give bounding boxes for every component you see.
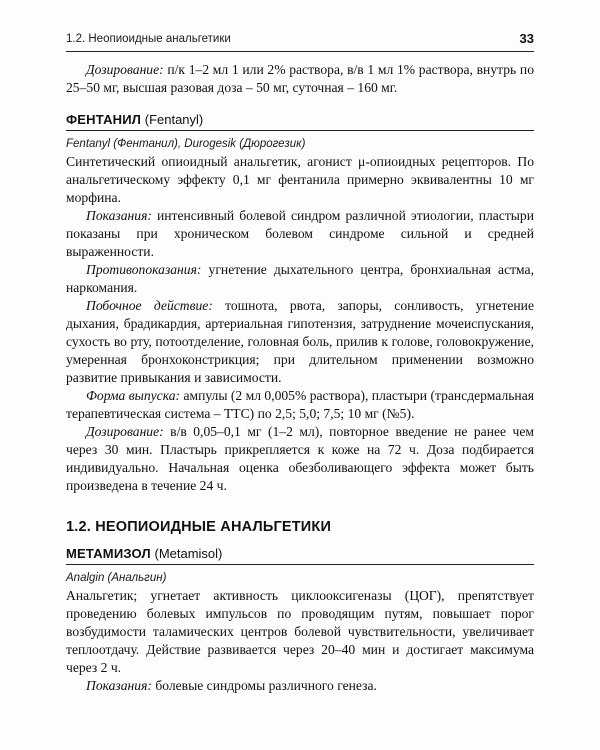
release-form-label: Форма выпуска: — [86, 388, 181, 403]
side-effects-text: тошнота, рвота, запоры, сонливость, угнетение дыхания, брадикардия, артериальная гипотензия, затруднение мочеиспускания, сухость во рту, потоотделение, головная боль, прилив к голове, головокружение, умеренная бронхоконстрикция; при длительном применении возможно развитие привыкания и зависимости. — [66, 298, 534, 385]
indications-label: Показания: — [86, 678, 152, 693]
dosage-paragraph — [66, 423, 534, 495]
drug-name: ФЕНТАНИЛ — [66, 112, 142, 127]
page-number: 33 — [519, 31, 534, 46]
drug-latin-name: (Fentanyl) — [141, 112, 204, 127]
drug-description: Анальгетик; угнетает активность циклооксигеназы (ЦОГ), препятствует проведению болевых импульсов по проводящим путям, повышает порог возбудимости таламических центров болевой чувствительности, увеличивает теплоотдачу. Действие развивается через 20–40 мин и достигает максимума через 2 ч. — [66, 588, 534, 675]
release-form-paragraph — [66, 387, 534, 423]
dosage-text: в/в 0,05–0,1 мг (1–2 мл), повторное введение не ранее чем через 30 мин. Пластырь прикрепляется к коже на 72 ч. Доза подбирается индивидуально. Начальная оценка обезболивающего эффекта может быть произведена в течение 24 ч. — [66, 424, 534, 493]
contraindications-paragraph — [66, 261, 534, 297]
trade-names: Analgin (Анальгин) — [66, 572, 167, 584]
dosage-label: Дозирование: — [86, 424, 164, 439]
drug-name: МЕТАМИЗОЛ — [66, 546, 151, 561]
page-body — [66, 61, 534, 695]
drug-heading-fentanyl — [66, 111, 534, 131]
section-title: 1.2. НЕОПИОИДНЫЕ АНАЛЬГЕТИКИ — [66, 519, 332, 535]
indications-label: Показания: — [86, 208, 152, 223]
indications-paragraph — [66, 677, 534, 695]
drug-description: Синтетический опиоидный анальгетик, агонист μ-опиоидных рецепторов. По анальгетическому эффекту 0,1 мг фентанила примерно эквивалентны 10 мг морфина. — [66, 154, 534, 205]
contraindications-label: Противопоказания: — [86, 262, 202, 277]
header-rule — [66, 51, 534, 52]
indications-text: интенсивный болевой синдром различной этиологии, пластыри показаны при хроническом болевом синдроме сильной и средней выраженности. — [66, 208, 534, 259]
dosage-text: п/к 1–2 мл 1 или 2% раствора, в/в 1 мл 1% раствора, внутрь по 25–50 мг, высшая разовая доза – 50 мг, суточная – 160 мг. — [66, 62, 534, 95]
running-header — [66, 30, 534, 50]
contraindications-text: угнетение дыхательного центра, бронхиальная астма, наркомания. — [66, 262, 534, 295]
dosage-label: Дозирование: — [86, 62, 164, 77]
trade-names: Fentanyl (Фентанил), Durogesik (Дюрогезик) — [66, 138, 306, 150]
release-form-text: ампулы (2 мл 0,005% раствора), пластыри (трансдермальная терапевтическая система – ТТС) по 2,5; 5,0; 7,5; 10 мг (№5). — [66, 388, 534, 421]
drug-heading-metamizol — [66, 545, 534, 565]
drug-latin-name: (Metamisol) — [150, 546, 223, 561]
indications-paragraph — [66, 207, 534, 261]
running-title: 1.2. Неопиоидные анальгетики — [66, 33, 231, 45]
prev-dosage-paragraph — [66, 61, 534, 97]
side-effects-paragraph — [66, 297, 534, 387]
indications-text: болевые синдромы различного генеза. — [151, 678, 377, 693]
side-effects-label: Побочное действие: — [86, 298, 213, 313]
